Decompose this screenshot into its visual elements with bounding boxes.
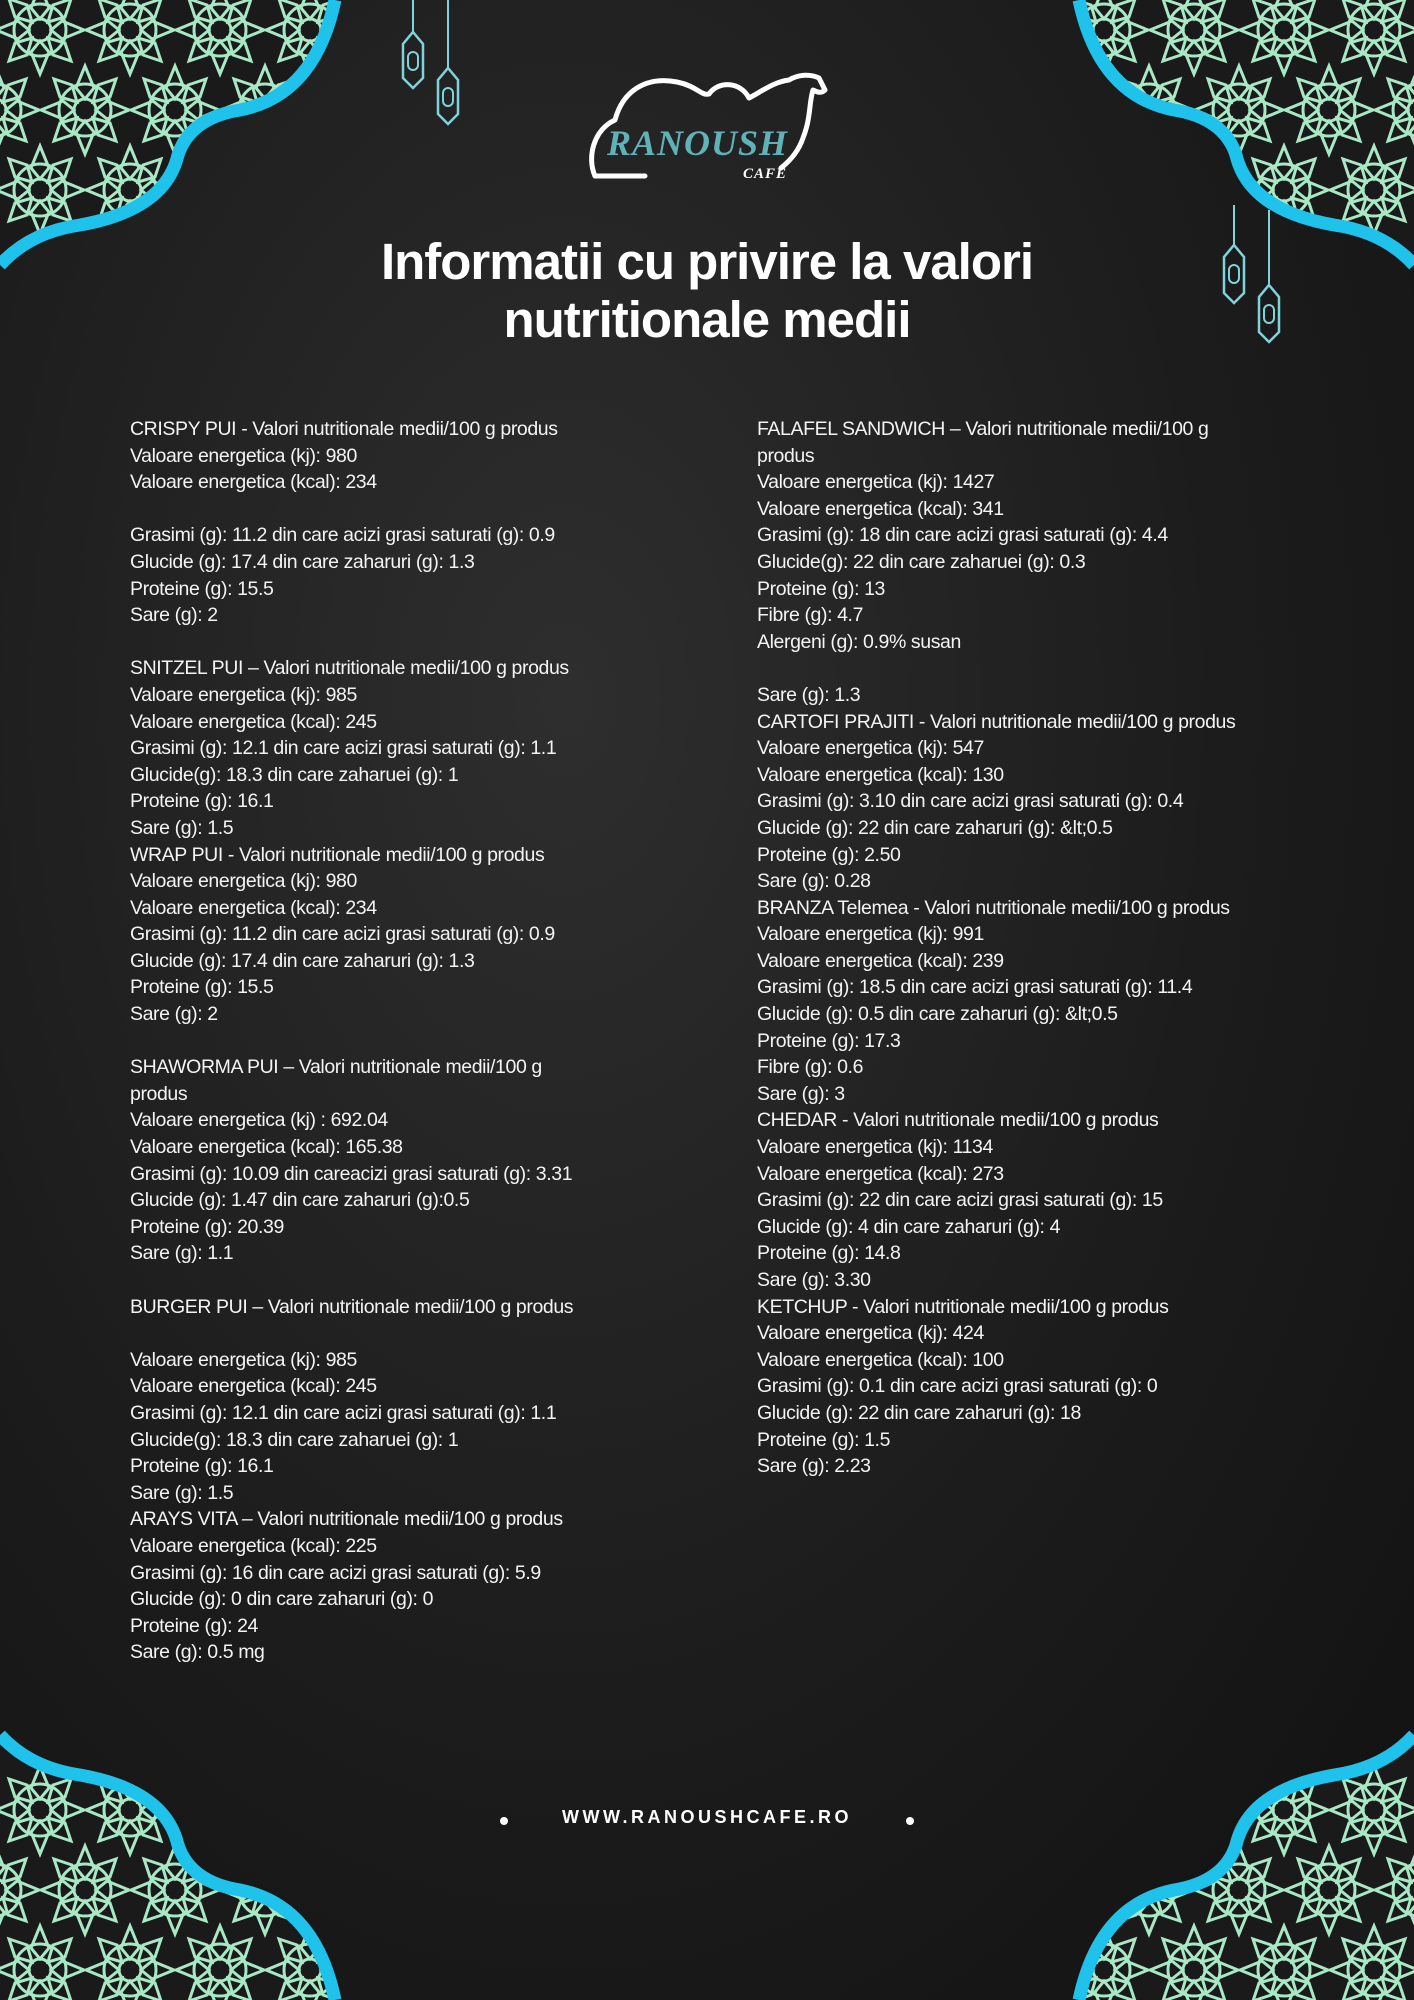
nutrition-line: Grasimi (g): 12.1 din care acizi grasi saturati (g): 1.1 — [130, 1401, 557, 1424]
corner-ornament-bottom-right — [1054, 1700, 1414, 2000]
logo-sub-text: CAFE — [743, 166, 788, 182]
nutrition-line: Valoare energetica (kj): 980 — [130, 444, 357, 467]
nutrition-line: Valoare energetica (kcal): 245 — [130, 710, 377, 733]
nutrition-line: CARTOFI PRAJITI - Valori nutritionale medii/100 g produs — [757, 710, 1236, 733]
nutrition-line: Grasimi (g): 12.1 din care acizi grasi saturati (g): 1.1 — [130, 737, 557, 760]
nutrition-line: Glucide (g): 1.47 din care zaharuri (g):0.5 — [130, 1189, 470, 1212]
nutrition-line: Glucide (g): 17.4 din care zaharuri (g): 1.3 — [130, 550, 475, 573]
nutrition-line: Proteine (g): 14.8 — [757, 1242, 901, 1265]
nutrition-line: Grasimi (g): 0.1 din care acizi grasi saturati (g): 0 — [757, 1375, 1158, 1398]
nutrition-line: Sare (g): 2.23 — [757, 1455, 871, 1478]
nutrition-line: Grasimi (g): 22 din care acizi grasi saturati (g): 15 — [757, 1189, 1163, 1212]
nutrition-line: Alergeni (g): 0.9% susan — [757, 630, 961, 653]
nutrition-line: FALAFEL SANDWICH – Valori nutritionale medii/100 g — [757, 418, 1209, 440]
nutrition-line: Valoare energetica (kcal): 234 — [130, 471, 377, 494]
nutrition-line: KETCHUP - Valori nutritionale medii/100 g produs — [757, 1295, 1169, 1318]
nutrition-line: Proteine (g): 13 — [757, 577, 886, 600]
nutrition-line: Proteine (g): 15.5 — [130, 976, 274, 999]
nutrition-line: Valoare energetica (kj): 980 — [130, 870, 357, 893]
nutrition-line: Sare (g): 0.5 mg — [130, 1641, 265, 1664]
nutrition-line: Valoare energetica (kcal): 234 — [130, 896, 377, 919]
page-title — [0, 233, 1414, 349]
logo-brand-text: RANOUSH — [607, 123, 789, 163]
nutrition-line: Sare (g): 0.28 — [757, 870, 871, 893]
nutrition-line: Proteine (g): 17.3 — [757, 1029, 901, 1052]
nutrition-line — [130, 1267, 650, 1294]
nutrition-line — [130, 496, 650, 523]
nutrition-line: Glucide (g): 17.4 din care zaharuri (g): 1.3 — [130, 949, 475, 972]
nutrition-line: Valoare energetica (kcal): 100 — [757, 1348, 1004, 1371]
nutrition-line: Proteine (g): 15.5 — [130, 577, 274, 600]
nutrition-line: WRAP PUI - Valori nutritionale medii/100 g produs — [130, 843, 545, 866]
nutrition-line: Valoare energetica (kcal): 225 — [130, 1534, 377, 1557]
footer-dot-right — [906, 1817, 914, 1825]
nutrition-line: Sare (g): 1.1 — [130, 1242, 234, 1265]
nutrition-line: Fibre (g): 4.7 — [757, 604, 864, 627]
nutrition-line: ARAYS VITA – Valori nutritionale medii/100 g produs — [130, 1508, 563, 1531]
nutrition-line: Glucide (g): 4 din care zaharuri (g): 4 — [757, 1215, 1061, 1238]
nutrition-line: Grasimi (g): 11.2 din care acizi grasi saturati (g): 0.9 — [130, 923, 555, 946]
nutrition-line: Sare (g): 1.5 — [130, 816, 234, 839]
lantern-icon — [398, 0, 428, 92]
nutrition-line: Glucide (g): 22 din care zaharuri (g): &lt;0.5 — [757, 816, 1113, 839]
nutrition-line — [130, 1320, 650, 1347]
nutrition-line: SHAWORMA PUI – Valori nutritionale medii/100 g — [130, 1056, 542, 1079]
nutrition-line: Glucide(g): 18.3 din care zaharuei (g): 1 — [130, 1428, 459, 1451]
nutrition-line: Sare (g): 2 — [130, 1003, 218, 1026]
nutrition-line: Grasimi (g): 18 din care acizi grasi saturati (g): 4.4 — [757, 524, 1168, 547]
nutrition-line: SNITZEL PUI – Valori nutritionale medii/100 g produs — [130, 657, 569, 680]
nutrition-line: produs — [130, 1082, 188, 1105]
nutrition-line: Valoare energetica (kcal): 273 — [757, 1162, 1004, 1185]
nutrition-line: Grasimi (g): 16 din care acizi grasi saturati (g): 5.9 — [130, 1561, 541, 1584]
nutrition-line: Sare (g): 2 — [130, 604, 218, 627]
nutrition-line: CHEDAR - Valori nutritionale medii/100 g produs — [757, 1109, 1159, 1132]
nutrition-line: Glucide(g): 18.3 din care zaharuei (g): 1 — [130, 763, 459, 786]
nutrition-line: Proteine (g): 16.1 — [130, 790, 274, 813]
nutrition-line: Glucide (g): 0 din care zaharuri (g): 0 — [130, 1588, 434, 1611]
nutrition-line: Valoare energetica (kj) : 692.04 — [130, 1109, 388, 1132]
nutrition-column-left — [130, 416, 650, 1666]
nutrition-line: Proteine (g): 16.1 — [130, 1455, 274, 1478]
nutrition-line: Valoare energetica (kcal): 239 — [757, 949, 1004, 972]
nutrition-line: Proteine (g): 20.39 — [130, 1215, 284, 1238]
nutrition-line: Valoare energetica (kcal): 245 — [130, 1375, 377, 1398]
lantern-icon — [433, 0, 463, 130]
corner-ornament-bottom-left — [0, 1700, 360, 2000]
nutrition-line: Proteine (g): 24 — [130, 1614, 259, 1637]
nutrition-line: Valoare energetica (kj): 1134 — [757, 1136, 993, 1159]
nutrition-line: Valoare energetica (kj): 547 — [757, 737, 984, 760]
nutrition-line: Valoare energetica (kj): 985 — [130, 1348, 357, 1371]
nutrition-line: Valoare energetica (kcal): 130 — [757, 763, 1004, 786]
nutrition-line: produs — [757, 444, 815, 467]
nutrition-column-right — [757, 416, 1317, 1480]
nutrition-line: Glucide(g): 22 din care zaharuei (g): 0.3 — [757, 550, 1086, 573]
star-pattern-icon — [1054, 1700, 1414, 2000]
nutrition-line: Grasimi (g): 3.10 din care acizi grasi saturati (g): 0.4 — [757, 790, 1184, 813]
nutrition-line: Proteine (g): 2.50 — [757, 843, 901, 866]
nutrition-line: Glucide (g): 0.5 din care zaharuri (g): &lt;0.5 — [757, 1003, 1118, 1026]
nutrition-line: BURGER PUI – Valori nutritionale medii/100 g produs — [130, 1295, 574, 1318]
nutrition-line: Sare (g): 1.3 — [757, 683, 861, 706]
nutrition-line — [130, 1028, 650, 1055]
nutrition-line: Valoare energetica (kj): 1427 — [757, 471, 995, 494]
nutrition-line: Valoare energetica (kj): 991 — [757, 923, 984, 946]
nutrition-line: Sare (g): 1.5 — [130, 1481, 234, 1504]
website-url: WWW.RANOUSHCAFE.RO — [562, 1807, 852, 1827]
nutrition-line: Proteine (g): 1.5 — [757, 1428, 891, 1451]
nutrition-line: Grasimi (g): 18.5 din care acizi grasi saturati (g): 11.4 — [757, 976, 1193, 999]
star-pattern-icon — [0, 1700, 360, 2000]
nutrition-line: Valoare energetica (kj): 985 — [130, 683, 357, 706]
nutrition-line: Grasimi (g): 10.09 din careacizi grasi saturati (g): 3.31 — [130, 1162, 573, 1185]
nutrition-line — [130, 629, 650, 656]
nutrition-line: CRISPY PUI - Valori nutritionale medii/100 g produs — [130, 418, 558, 440]
nutrition-line: Fibre (g): 0.6 — [757, 1056, 864, 1079]
nutrition-line: Glucide (g): 22 din care zaharuri (g): 18 — [757, 1401, 1081, 1424]
nutrition-line: Valoare energetica (kcal): 165.38 — [130, 1136, 403, 1159]
page-title-line-2: nutritionale medii — [503, 291, 911, 348]
page-title-line-1: Informatii cu privire la valori — [380, 233, 1034, 290]
nutrition-line — [757, 655, 1317, 682]
nutrition-line: Valoare energetica (kcal): 341 — [757, 497, 1004, 520]
nutrition-line: BRANZA Telemea - Valori nutritionale medii/100 g produs — [757, 896, 1230, 919]
nutrition-line: Valoare energetica (kj): 424 — [757, 1322, 984, 1345]
nutrition-line: Sare (g): 3 — [757, 1082, 845, 1105]
nutrition-line: Sare (g): 3.30 — [757, 1269, 871, 1291]
nutrition-line: Grasimi (g): 11.2 din care acizi grasi saturati (g): 0.9 — [130, 524, 555, 547]
logo — [585, 68, 830, 186]
